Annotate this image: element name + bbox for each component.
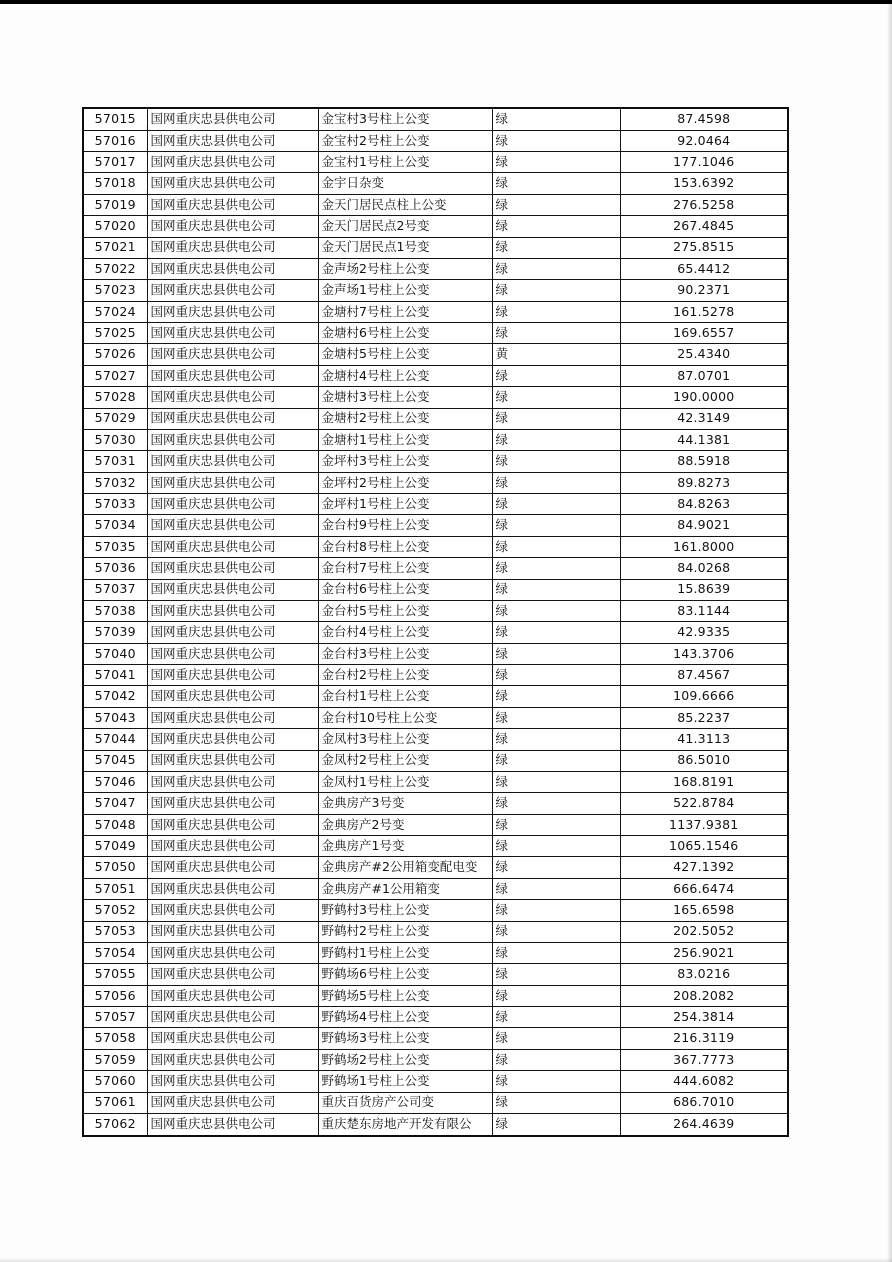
cell-row-id: 57017: [83, 152, 147, 173]
cell-status: 绿: [492, 152, 620, 173]
cell-company: 国网重庆忠县供电公司: [147, 942, 318, 963]
cell-row-id: 57057: [83, 1007, 147, 1028]
cell-company: 国网重庆忠县供电公司: [147, 280, 318, 301]
table-row: [83, 771, 788, 792]
cell-row-id: 57029: [83, 408, 147, 429]
cell-value: 275.8515: [620, 237, 788, 258]
scan-top-edge: [0, 0, 892, 4]
cell-transformer-name: 野鹤场4号柱上公变: [318, 1007, 492, 1028]
cell-company: 国网重庆忠县供电公司: [147, 665, 318, 686]
cell-row-id: 57015: [83, 108, 147, 130]
cell-status: 绿: [492, 429, 620, 450]
cell-value: 367.7773: [620, 1049, 788, 1070]
cell-transformer-name: 金典房产#1公用箱变: [318, 878, 492, 899]
cell-value: 143.3706: [620, 643, 788, 664]
cell-status: 绿: [492, 900, 620, 921]
cell-company: 国网重庆忠县供电公司: [147, 750, 318, 771]
cell-value: 444.6082: [620, 1071, 788, 1092]
cell-transformer-name: 金凤村1号柱上公变: [318, 771, 492, 792]
table-row: [83, 429, 788, 450]
cell-transformer-name: 金塘村2号柱上公变: [318, 408, 492, 429]
cell-value: 427.1392: [620, 857, 788, 878]
table-row: [83, 643, 788, 664]
cell-status: 绿: [492, 814, 620, 835]
cell-row-id: 57059: [83, 1049, 147, 1070]
cell-status: 绿: [492, 964, 620, 985]
cell-company: 国网重庆忠县供电公司: [147, 365, 318, 386]
cell-transformer-name: 金台村8号柱上公变: [318, 536, 492, 557]
cell-transformer-name: 金宇日杂变: [318, 173, 492, 194]
cell-row-id: 57036: [83, 558, 147, 579]
table-row: [83, 536, 788, 557]
cell-status: 绿: [492, 1092, 620, 1113]
cell-value: 42.9335: [620, 622, 788, 643]
cell-value: 87.4567: [620, 665, 788, 686]
cell-transformer-name: 野鹤场1号柱上公变: [318, 1071, 492, 1092]
cell-transformer-name: 金台村5号柱上公变: [318, 600, 492, 621]
cell-row-id: 57018: [83, 173, 147, 194]
cell-row-id: 57041: [83, 665, 147, 686]
cell-company: 国网重庆忠县供电公司: [147, 836, 318, 857]
table-row: [83, 494, 788, 515]
table-row: [83, 857, 788, 878]
cell-transformer-name: 重庆百货房产公司变: [318, 1092, 492, 1113]
cell-transformer-name: 金塘村7号柱上公变: [318, 301, 492, 322]
cell-transformer-name: 金宝村2号柱上公变: [318, 130, 492, 151]
cell-status: 绿: [492, 173, 620, 194]
cell-value: 42.3149: [620, 408, 788, 429]
cell-status: 绿: [492, 622, 620, 643]
scan-right-edge: [887, 0, 892, 1262]
cell-company: 国网重庆忠县供电公司: [147, 964, 318, 985]
cell-company: 国网重庆忠县供电公司: [147, 472, 318, 493]
table-row: [83, 878, 788, 899]
cell-status: 绿: [492, 1007, 620, 1028]
table-row: [83, 130, 788, 151]
cell-transformer-name: 金台村1号柱上公变: [318, 686, 492, 707]
cell-company: 国网重庆忠县供电公司: [147, 814, 318, 835]
cell-value: 87.4598: [620, 108, 788, 130]
cell-row-id: 57044: [83, 729, 147, 750]
cell-value: 109.6666: [620, 686, 788, 707]
cell-row-id: 57051: [83, 878, 147, 899]
table-row: [83, 194, 788, 215]
cell-value: 84.9021: [620, 515, 788, 536]
cell-status: 绿: [492, 1049, 620, 1070]
cell-value: 264.4639: [620, 1113, 788, 1136]
cell-status: 绿: [492, 600, 620, 621]
cell-row-id: 57025: [83, 323, 147, 344]
cell-value: 89.8273: [620, 472, 788, 493]
cell-row-id: 57040: [83, 643, 147, 664]
cell-company: 国网重庆忠县供电公司: [147, 921, 318, 942]
cell-transformer-name: 金台村3号柱上公变: [318, 643, 492, 664]
cell-company: 国网重庆忠县供电公司: [147, 1049, 318, 1070]
scan-bottom-edge: [0, 1258, 892, 1262]
cell-status: 绿: [492, 1028, 620, 1049]
table-row: [83, 964, 788, 985]
cell-company: 国网重庆忠县供电公司: [147, 387, 318, 408]
cell-value: 1065.1546: [620, 836, 788, 857]
cell-status: 绿: [492, 686, 620, 707]
cell-company: 国网重庆忠县供电公司: [147, 878, 318, 899]
cell-status: 绿: [492, 494, 620, 515]
table-row: [83, 173, 788, 194]
table-row: [83, 301, 788, 322]
cell-company: 国网重庆忠县供电公司: [147, 301, 318, 322]
cell-transformer-name: 金台村7号柱上公变: [318, 558, 492, 579]
cell-row-id: 57062: [83, 1113, 147, 1136]
cell-row-id: 57055: [83, 964, 147, 985]
cell-status: 绿: [492, 558, 620, 579]
cell-company: 国网重庆忠县供电公司: [147, 344, 318, 365]
cell-transformer-name: 金坪村1号柱上公变: [318, 494, 492, 515]
cell-company: 国网重庆忠县供电公司: [147, 600, 318, 621]
cell-status: 绿: [492, 515, 620, 536]
cell-status: 绿: [492, 216, 620, 237]
cell-transformer-name: 金宝村3号柱上公变: [318, 108, 492, 130]
cell-value: 87.0701: [620, 365, 788, 386]
cell-company: 国网重庆忠县供电公司: [147, 900, 318, 921]
cell-transformer-name: 金声场1号柱上公变: [318, 280, 492, 301]
cell-row-id: 57050: [83, 857, 147, 878]
cell-transformer-name: 金典房产2号变: [318, 814, 492, 835]
table-row: [83, 344, 788, 365]
cell-company: 国网重庆忠县供电公司: [147, 451, 318, 472]
cell-row-id: 57061: [83, 1092, 147, 1113]
cell-status: 绿: [492, 1113, 620, 1136]
cell-transformer-name: 野鹤村2号柱上公变: [318, 921, 492, 942]
cell-status: 绿: [492, 985, 620, 1006]
table-row: [83, 258, 788, 279]
cell-value: 88.5918: [620, 451, 788, 472]
cell-row-id: 57022: [83, 258, 147, 279]
table-row: [83, 579, 788, 600]
table-row: [83, 750, 788, 771]
table-row: [83, 472, 788, 493]
cell-transformer-name: 金塘村5号柱上公变: [318, 344, 492, 365]
cell-company: 国网重庆忠县供电公司: [147, 429, 318, 450]
cell-company: 国网重庆忠县供电公司: [147, 558, 318, 579]
cell-status: 绿: [492, 707, 620, 728]
table-row: [83, 1007, 788, 1028]
cell-row-id: 57020: [83, 216, 147, 237]
table-row: [83, 558, 788, 579]
cell-row-id: 57060: [83, 1071, 147, 1092]
cell-status: 绿: [492, 878, 620, 899]
table-row: [83, 900, 788, 921]
cell-status: 绿: [492, 237, 620, 258]
cell-transformer-name: 金宝村1号柱上公变: [318, 152, 492, 173]
cell-row-id: 57027: [83, 365, 147, 386]
cell-transformer-name: 金台村4号柱上公变: [318, 622, 492, 643]
table-row: [83, 515, 788, 536]
cell-row-id: 57056: [83, 985, 147, 1006]
cell-company: 国网重庆忠县供电公司: [147, 494, 318, 515]
cell-row-id: 57033: [83, 494, 147, 515]
cell-status: 绿: [492, 942, 620, 963]
table-row: [83, 1028, 788, 1049]
cell-value: 216.3119: [620, 1028, 788, 1049]
table-row: [83, 1049, 788, 1070]
cell-company: 国网重庆忠县供电公司: [147, 1092, 318, 1113]
cell-transformer-name: 金坪村3号柱上公变: [318, 451, 492, 472]
cell-row-id: 57032: [83, 472, 147, 493]
cell-value: 86.5010: [620, 750, 788, 771]
cell-status: 绿: [492, 323, 620, 344]
cell-company: 国网重庆忠县供电公司: [147, 536, 318, 557]
cell-company: 国网重庆忠县供电公司: [147, 152, 318, 173]
cell-company: 国网重庆忠县供电公司: [147, 707, 318, 728]
cell-value: 208.2082: [620, 985, 788, 1006]
cell-value: 84.0268: [620, 558, 788, 579]
table-row: [83, 108, 788, 130]
cell-company: 国网重庆忠县供电公司: [147, 857, 318, 878]
cell-value: 161.5278: [620, 301, 788, 322]
cell-row-id: 57045: [83, 750, 147, 771]
cell-company: 国网重庆忠县供电公司: [147, 1113, 318, 1136]
table-row: [83, 985, 788, 1006]
table-row: [83, 451, 788, 472]
cell-company: 国网重庆忠县供电公司: [147, 173, 318, 194]
cell-company: 国网重庆忠县供电公司: [147, 793, 318, 814]
table-row: [83, 323, 788, 344]
cell-status: 绿: [492, 258, 620, 279]
cell-transformer-name: 金声场2号柱上公变: [318, 258, 492, 279]
cell-value: 41.3113: [620, 729, 788, 750]
cell-row-id: 57031: [83, 451, 147, 472]
table-body: [83, 108, 788, 1136]
table-row: [83, 793, 788, 814]
table-row: [83, 942, 788, 963]
cell-company: 国网重庆忠县供电公司: [147, 258, 318, 279]
cell-transformer-name: 金天门居民点2号变: [318, 216, 492, 237]
cell-company: 国网重庆忠县供电公司: [147, 985, 318, 1006]
cell-company: 国网重庆忠县供电公司: [147, 686, 318, 707]
cell-value: 168.8191: [620, 771, 788, 792]
table-row: [83, 1071, 788, 1092]
cell-status: 绿: [492, 301, 620, 322]
table-row: [83, 152, 788, 173]
cell-status: 绿: [492, 365, 620, 386]
table-row: [83, 408, 788, 429]
cell-company: 国网重庆忠县供电公司: [147, 408, 318, 429]
cell-status: 绿: [492, 280, 620, 301]
cell-transformer-name: 金台村2号柱上公变: [318, 665, 492, 686]
cell-status: 绿: [492, 750, 620, 771]
table-row: [83, 814, 788, 835]
cell-status: 绿: [492, 408, 620, 429]
cell-transformer-name: 金凤村2号柱上公变: [318, 750, 492, 771]
cell-value: 276.5258: [620, 194, 788, 215]
table-row: [83, 216, 788, 237]
cell-transformer-name: 金典房产#2公用箱变配电变: [318, 857, 492, 878]
cell-status: 绿: [492, 194, 620, 215]
cell-transformer-name: 金典房产3号变: [318, 793, 492, 814]
cell-row-id: 57054: [83, 942, 147, 963]
cell-transformer-name: 野鹤村1号柱上公变: [318, 942, 492, 963]
cell-company: 国网重庆忠县供电公司: [147, 216, 318, 237]
cell-status: 绿: [492, 921, 620, 942]
cell-company: 国网重庆忠县供电公司: [147, 1028, 318, 1049]
cell-transformer-name: 金台村10号柱上公变: [318, 707, 492, 728]
cell-company: 国网重庆忠县供电公司: [147, 323, 318, 344]
cell-status: 绿: [492, 643, 620, 664]
cell-status: 绿: [492, 729, 620, 750]
cell-status: 绿: [492, 836, 620, 857]
cell-value: 65.4412: [620, 258, 788, 279]
table-row: [83, 686, 788, 707]
cell-row-id: 57046: [83, 771, 147, 792]
cell-value: 522.8784: [620, 793, 788, 814]
cell-row-id: 57053: [83, 921, 147, 942]
cell-value: 686.7010: [620, 1092, 788, 1113]
cell-row-id: 57023: [83, 280, 147, 301]
cell-status: 黄: [492, 344, 620, 365]
transformer-table: [82, 107, 789, 1137]
cell-value: 177.1046: [620, 152, 788, 173]
cell-row-id: 57037: [83, 579, 147, 600]
cell-company: 国网重庆忠县供电公司: [147, 237, 318, 258]
cell-company: 国网重庆忠县供电公司: [147, 194, 318, 215]
cell-company: 国网重庆忠县供电公司: [147, 771, 318, 792]
cell-transformer-name: 野鹤场5号柱上公变: [318, 985, 492, 1006]
cell-status: 绿: [492, 1071, 620, 1092]
cell-value: 254.3814: [620, 1007, 788, 1028]
cell-company: 国网重庆忠县供电公司: [147, 130, 318, 151]
cell-row-id: 57030: [83, 429, 147, 450]
cell-row-id: 57021: [83, 237, 147, 258]
cell-value: 15.8639: [620, 579, 788, 600]
cell-transformer-name: 金台村9号柱上公变: [318, 515, 492, 536]
cell-status: 绿: [492, 387, 620, 408]
table-row: [83, 365, 788, 386]
cell-transformer-name: 重庆楚东房地产开发有限公: [318, 1113, 492, 1136]
cell-transformer-name: 野鹤场2号柱上公变: [318, 1049, 492, 1070]
cell-transformer-name: 金天门居民点柱上公变: [318, 194, 492, 215]
cell-row-id: 57058: [83, 1028, 147, 1049]
cell-row-id: 57026: [83, 344, 147, 365]
cell-status: 绿: [492, 130, 620, 151]
cell-transformer-name: 野鹤场6号柱上公变: [318, 964, 492, 985]
table-row: [83, 665, 788, 686]
table-row: [83, 1092, 788, 1113]
cell-company: 国网重庆忠县供电公司: [147, 108, 318, 130]
table-row: [83, 387, 788, 408]
cell-transformer-name: 金塘村4号柱上公变: [318, 365, 492, 386]
cell-value: 161.8000: [620, 536, 788, 557]
cell-value: 190.0000: [620, 387, 788, 408]
cell-row-id: 57038: [83, 600, 147, 621]
cell-company: 国网重庆忠县供电公司: [147, 515, 318, 536]
cell-value: 202.5052: [620, 921, 788, 942]
cell-row-id: 57043: [83, 707, 147, 728]
table-row: [83, 622, 788, 643]
cell-company: 国网重庆忠县供电公司: [147, 622, 318, 643]
cell-value: 44.1381: [620, 429, 788, 450]
cell-value: 256.9021: [620, 942, 788, 963]
cell-value: 169.6557: [620, 323, 788, 344]
table-row: [83, 1113, 788, 1136]
cell-transformer-name: 金坪村2号柱上公变: [318, 472, 492, 493]
cell-row-id: 57028: [83, 387, 147, 408]
cell-value: 90.2371: [620, 280, 788, 301]
cell-company: 国网重庆忠县供电公司: [147, 579, 318, 600]
cell-row-id: 57035: [83, 536, 147, 557]
cell-row-id: 57049: [83, 836, 147, 857]
cell-value: 84.8263: [620, 494, 788, 515]
cell-status: 绿: [492, 472, 620, 493]
cell-company: 国网重庆忠县供电公司: [147, 729, 318, 750]
cell-row-id: 57019: [83, 194, 147, 215]
table-row: [83, 707, 788, 728]
cell-row-id: 57039: [83, 622, 147, 643]
cell-transformer-name: 金台村6号柱上公变: [318, 579, 492, 600]
cell-value: 165.6598: [620, 900, 788, 921]
table-row: [83, 600, 788, 621]
cell-row-id: 57052: [83, 900, 147, 921]
cell-value: 1137.9381: [620, 814, 788, 835]
table-row: [83, 280, 788, 301]
cell-status: 绿: [492, 536, 620, 557]
cell-transformer-name: 金凤村3号柱上公变: [318, 729, 492, 750]
cell-row-id: 57016: [83, 130, 147, 151]
cell-status: 绿: [492, 108, 620, 130]
cell-value: 666.6474: [620, 878, 788, 899]
table-row: [83, 921, 788, 942]
cell-status: 绿: [492, 857, 620, 878]
cell-company: 国网重庆忠县供电公司: [147, 643, 318, 664]
table-row: [83, 836, 788, 857]
cell-company: 国网重庆忠县供电公司: [147, 1071, 318, 1092]
cell-row-id: 57048: [83, 814, 147, 835]
cell-transformer-name: 金塘村6号柱上公变: [318, 323, 492, 344]
cell-value: 92.0464: [620, 130, 788, 151]
cell-value: 153.6392: [620, 173, 788, 194]
cell-row-id: 57034: [83, 515, 147, 536]
cell-value: 267.4845: [620, 216, 788, 237]
cell-value: 83.0216: [620, 964, 788, 985]
cell-transformer-name: 金典房产1号变: [318, 836, 492, 857]
cell-status: 绿: [492, 451, 620, 472]
cell-transformer-name: 野鹤村3号柱上公变: [318, 900, 492, 921]
cell-value: 83.1144: [620, 600, 788, 621]
cell-status: 绿: [492, 579, 620, 600]
cell-transformer-name: 野鹤场3号柱上公变: [318, 1028, 492, 1049]
cell-status: 绿: [492, 793, 620, 814]
cell-row-id: 57042: [83, 686, 147, 707]
table-row: [83, 237, 788, 258]
cell-row-id: 57024: [83, 301, 147, 322]
cell-transformer-name: 金塘村1号柱上公变: [318, 429, 492, 450]
cell-transformer-name: 金天门居民点1号变: [318, 237, 492, 258]
cell-company: 国网重庆忠县供电公司: [147, 1007, 318, 1028]
cell-row-id: 57047: [83, 793, 147, 814]
cell-status: 绿: [492, 771, 620, 792]
table-row: [83, 729, 788, 750]
cell-value: 85.2237: [620, 707, 788, 728]
cell-transformer-name: 金塘村3号柱上公变: [318, 387, 492, 408]
cell-value: 25.4340: [620, 344, 788, 365]
cell-status: 绿: [492, 665, 620, 686]
